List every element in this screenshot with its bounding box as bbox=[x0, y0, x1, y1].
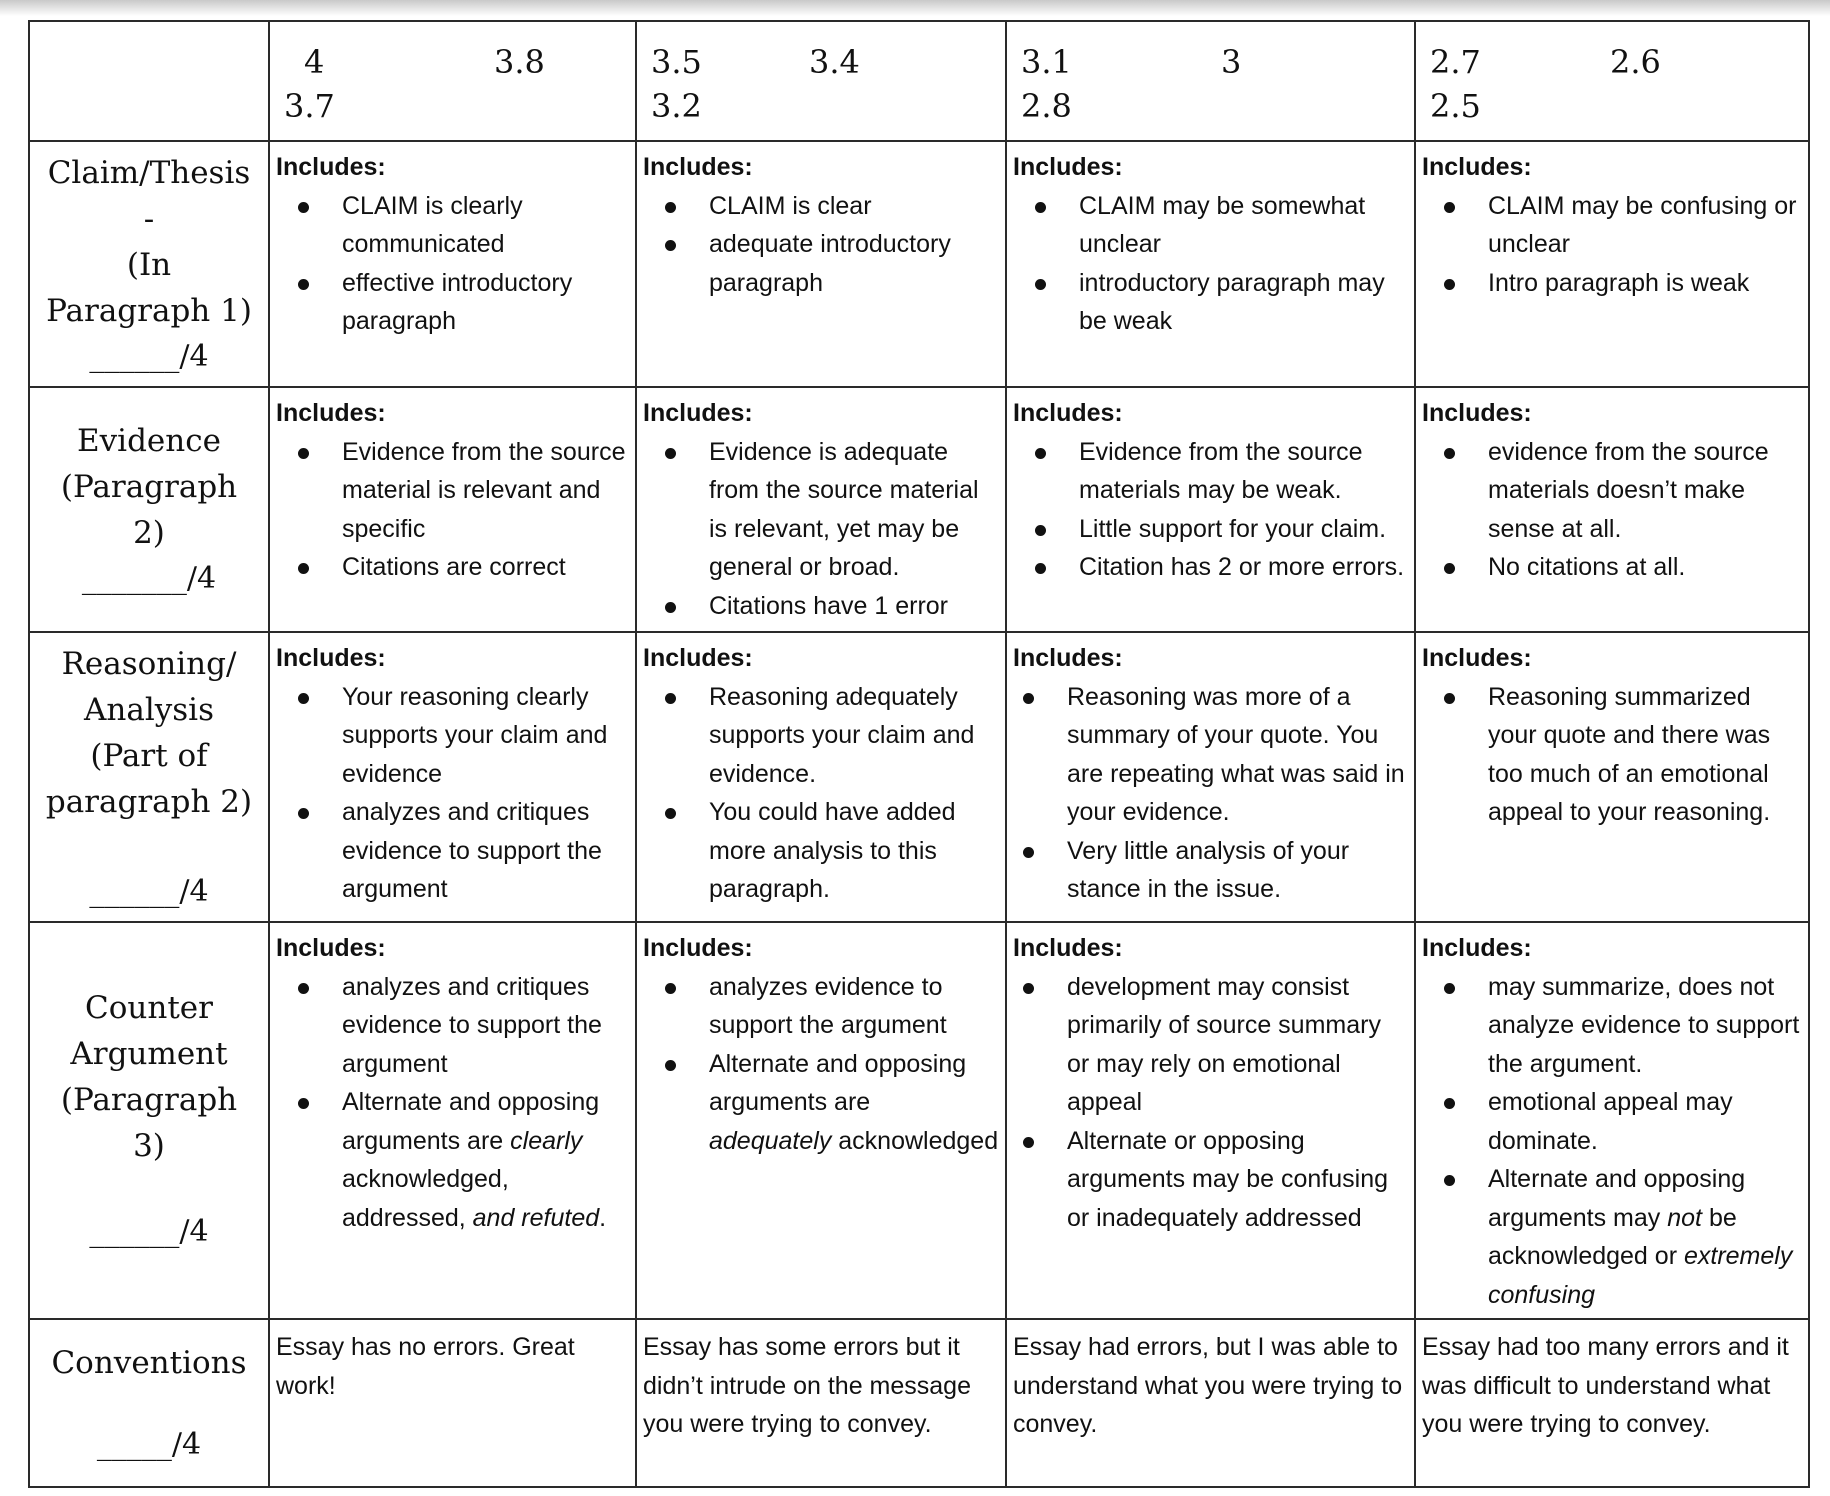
claim-cell-4 bbox=[1415, 141, 1809, 387]
score-col-1 bbox=[269, 21, 636, 141]
includes-label: Includes: bbox=[1422, 153, 1532, 181]
score-col-4 bbox=[1415, 21, 1809, 141]
criterion: Very little analysis of your stance in the issue. bbox=[1013, 832, 1408, 909]
criterion: introductory paragraph may be weak bbox=[1013, 264, 1408, 341]
criterion: CLAIM is clear bbox=[643, 187, 999, 226]
corner-cell bbox=[29, 21, 269, 141]
criterion bbox=[643, 1045, 999, 1161]
claim-cell-1 bbox=[269, 141, 636, 387]
criterion-text: Alternate and opposing arguments are bbox=[709, 1049, 967, 1116]
criterion: may summarize, does not analyze evidence to support the argument. bbox=[1422, 968, 1802, 1084]
criterion-emphasis: adequately bbox=[709, 1126, 832, 1155]
includes-label: Includes: bbox=[276, 399, 386, 427]
score-blank: ______/4 bbox=[89, 339, 209, 374]
row-heading-conventions bbox=[29, 1319, 269, 1487]
row-reasoning bbox=[29, 632, 1809, 922]
criterion: evidence from the source materials doesn’t make sense at all. bbox=[1422, 433, 1802, 549]
criterion: Evidence from the source materials may be weak. bbox=[1013, 433, 1408, 510]
row-heading-line: Conventions bbox=[51, 1345, 247, 1381]
criterion: analyzes and critiques evidence to support the argument bbox=[276, 793, 629, 909]
row-heading-line: Reasoning/ bbox=[61, 646, 237, 682]
criterion-text: acknowledged, addressed, bbox=[342, 1165, 509, 1232]
row-conventions bbox=[29, 1319, 1809, 1487]
row-heading-line: 3) bbox=[133, 1128, 165, 1164]
criterion: Little support for your claim. bbox=[1013, 510, 1408, 549]
score-blank: ______/4 bbox=[89, 874, 209, 909]
criterion-emphasis: clearly bbox=[510, 1126, 583, 1155]
includes-label: Includes: bbox=[276, 153, 386, 181]
criterion: effective introductory paragraph bbox=[276, 264, 629, 341]
row-heading-line: (Paragraph bbox=[60, 469, 238, 505]
row-heading-line: paragraph 2) bbox=[45, 784, 253, 820]
score-value: 3 bbox=[1221, 43, 1242, 81]
claim-cell-2 bbox=[636, 141, 1006, 387]
includes-label: Includes: bbox=[643, 934, 753, 962]
score-value: 3.7 bbox=[284, 87, 335, 125]
score-blank: _______/4 bbox=[81, 561, 217, 596]
includes-label: Includes: bbox=[1013, 934, 1123, 962]
criterion: Reasoning summarized your quote and there was too much of an emotional appeal to your reasoning. bbox=[1422, 678, 1802, 832]
conventions-cell-3: Essay had errors, but I was able to understand what you were trying to convey. bbox=[1006, 1319, 1415, 1487]
score-value: 3.5 bbox=[651, 43, 702, 81]
criterion: Reasoning adequately supports your claim and evidence. bbox=[643, 678, 999, 794]
row-heading-line: (Paragraph bbox=[60, 1082, 238, 1118]
row-heading-line: - bbox=[143, 201, 155, 237]
criterion: CLAIM may be somewhat unclear bbox=[1013, 187, 1408, 264]
criterion-emphasis: and refuted bbox=[472, 1203, 600, 1232]
row-claim bbox=[29, 141, 1809, 387]
score-header-row bbox=[29, 21, 1809, 141]
counter-cell-4 bbox=[1415, 922, 1809, 1319]
includes-label: Includes: bbox=[643, 644, 753, 672]
includes-label: Includes: bbox=[1422, 934, 1532, 962]
reasoning-cell-2 bbox=[636, 632, 1006, 922]
row-evidence bbox=[29, 387, 1809, 632]
criterion: Evidence from the source material is relevant and specific bbox=[276, 433, 629, 549]
claim-cell-3 bbox=[1006, 141, 1415, 387]
criterion: Reasoning was more of a summary of your quote. You are repeating what was said in your evidence. bbox=[1013, 678, 1408, 832]
includes-label: Includes: bbox=[643, 399, 753, 427]
criterion bbox=[1422, 1160, 1802, 1314]
includes-label: Includes: bbox=[1013, 153, 1123, 181]
row-heading-line: (Part of bbox=[90, 738, 208, 774]
criterion: adequate introductory paragraph bbox=[643, 225, 999, 302]
includes-label: Includes: bbox=[1013, 399, 1123, 427]
rubric-table bbox=[28, 20, 1810, 1488]
conventions-cell-2: Essay has some errors but it didn’t intrude on the message you were trying to convey. bbox=[636, 1319, 1006, 1487]
reasoning-cell-1 bbox=[269, 632, 636, 922]
score-value: 2.8 bbox=[1021, 87, 1072, 125]
evidence-cell-3 bbox=[1006, 387, 1415, 632]
criterion: No citations at all. bbox=[1422, 548, 1802, 587]
row-heading-line: Evidence bbox=[77, 423, 221, 459]
criterion: Citation has 2 or more errors. bbox=[1013, 548, 1408, 587]
score-value: 3.4 bbox=[809, 43, 860, 81]
row-heading-line: (In bbox=[126, 247, 172, 283]
row-heading-line: Analysis bbox=[84, 692, 214, 728]
includes-label: Includes: bbox=[1422, 644, 1532, 672]
includes-label: Includes: bbox=[1422, 399, 1532, 427]
criterion: You could have added more analysis to this paragraph. bbox=[643, 793, 999, 909]
score-col-2 bbox=[636, 21, 1006, 141]
criterion: CLAIM is clearly communicated bbox=[276, 187, 629, 264]
includes-label: Includes: bbox=[643, 153, 753, 181]
criterion-text: acknowledged bbox=[831, 1126, 999, 1155]
criterion: Evidence is adequate from the source material is relevant, yet may be general or broad. bbox=[643, 433, 999, 587]
score-value: 2.5 bbox=[1430, 87, 1481, 125]
criterion-emphasis: not bbox=[1667, 1203, 1703, 1232]
conventions-cell-4: Essay had too many errors and it was difficult to understand what you were trying to convey. bbox=[1415, 1319, 1809, 1487]
counter-cell-2 bbox=[636, 922, 1006, 1319]
includes-label: Includes: bbox=[276, 644, 386, 672]
score-value: 2.7 bbox=[1430, 43, 1481, 81]
reasoning-cell-3 bbox=[1006, 632, 1415, 922]
row-heading-reasoning bbox=[29, 632, 269, 922]
counter-cell-3 bbox=[1006, 922, 1415, 1319]
evidence-cell-2 bbox=[636, 387, 1006, 632]
row-heading-line: Claim/Thesis bbox=[47, 155, 251, 191]
row-heading-counter bbox=[29, 922, 269, 1319]
includes-label: Includes: bbox=[276, 934, 386, 962]
criterion-text: be acknowledged or bbox=[1488, 1203, 1737, 1270]
top-shadow bbox=[0, 0, 1830, 16]
score-value: 3.8 bbox=[494, 43, 545, 81]
row-heading-claim bbox=[29, 141, 269, 387]
criterion: analyzes evidence to support the argument bbox=[643, 968, 999, 1045]
score-col-3 bbox=[1006, 21, 1415, 141]
row-heading-line: Paragraph 1) bbox=[46, 293, 252, 329]
row-heading-line: Counter bbox=[85, 990, 213, 1026]
criterion: emotional appeal may dominate. bbox=[1422, 1083, 1802, 1160]
row-heading-line: Argument bbox=[70, 1036, 228, 1072]
criterion: Intro paragraph is weak bbox=[1422, 264, 1802, 303]
score-value: 4 bbox=[304, 43, 325, 81]
criterion-emphasis: extremely confusing bbox=[1488, 1242, 1793, 1309]
criterion-text: Alternate and opposing arguments may bbox=[1488, 1165, 1746, 1232]
criterion: Citations have 1 error bbox=[643, 587, 999, 626]
row-counter bbox=[29, 922, 1809, 1319]
criterion: Alternate or opposing arguments may be confusing or inadequately addressed bbox=[1013, 1122, 1408, 1238]
includes-label: Includes: bbox=[1013, 644, 1123, 672]
criterion-text: Alternate and opposing arguments are bbox=[342, 1088, 600, 1155]
criterion: analyzes and critiques evidence to support the argument bbox=[276, 968, 629, 1084]
row-heading-line: 2) bbox=[133, 515, 165, 551]
score-blank: _____/4 bbox=[96, 1427, 202, 1462]
criterion: CLAIM may be confusing or unclear bbox=[1422, 187, 1802, 264]
criterion-text: . bbox=[599, 1203, 607, 1232]
score-blank: ______/4 bbox=[89, 1214, 209, 1249]
criterion bbox=[276, 1083, 629, 1237]
conventions-cell-1: Essay has no errors. Great work! bbox=[269, 1319, 636, 1487]
evidence-cell-4 bbox=[1415, 387, 1809, 632]
score-value: 3.2 bbox=[651, 87, 702, 125]
score-value: 3.1 bbox=[1021, 43, 1072, 81]
criterion: development may consist primarily of source summary or may rely on emotional appeal bbox=[1013, 968, 1408, 1122]
counter-cell-1 bbox=[269, 922, 636, 1319]
row-heading-evidence bbox=[29, 387, 269, 632]
criterion: Your reasoning clearly supports your claim and evidence bbox=[276, 678, 629, 794]
score-value: 2.6 bbox=[1610, 43, 1661, 81]
evidence-cell-1 bbox=[269, 387, 636, 632]
criterion: Citations are correct bbox=[276, 548, 629, 587]
reasoning-cell-4 bbox=[1415, 632, 1809, 922]
